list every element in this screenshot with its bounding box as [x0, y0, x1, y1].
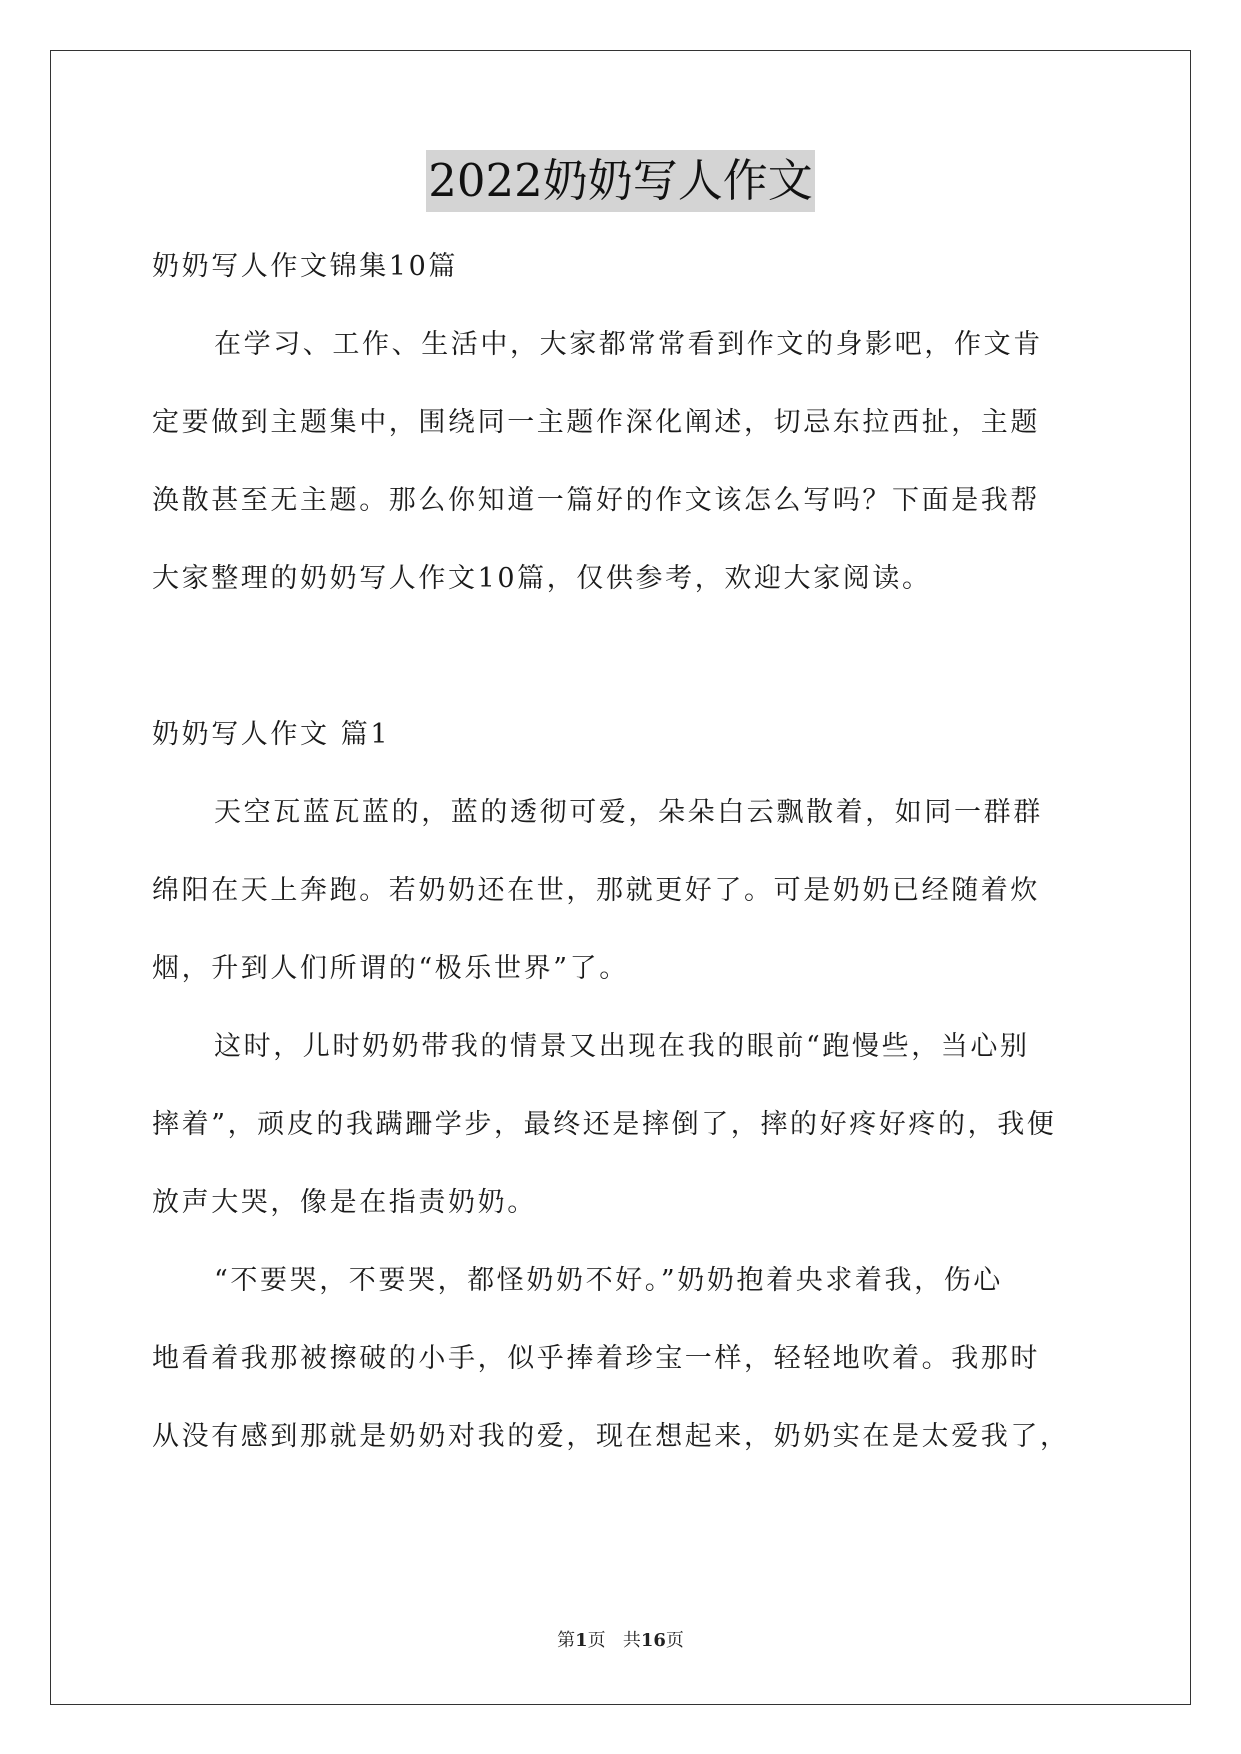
document-title: 2022奶奶写人作文 [426, 150, 815, 212]
intro-line: 在学习、工作、生活中，大家都常常看到作文的身影吧，作文肯 [214, 329, 1043, 360]
intro-line: 大家整理的奶奶写人作文10篇，仅供参考，欢迎大家阅读。 [152, 563, 932, 594]
footer-prefix: 第 [557, 1630, 576, 1651]
paragraph-line: 烟，升到人们所谓的“极乐世界”了。 [152, 953, 629, 984]
paragraph-line: 摔着”，顽皮的我蹒跚学步，最终还是摔倒了，摔的好疼好疼的，我便 [152, 1109, 1057, 1140]
footer-page-suffix: 页 [587, 1630, 606, 1651]
paragraph-line: 绵阳在天上奔跑。若奶奶还在世，那就更好了。可是奶奶已经随着炊 [152, 875, 1040, 906]
intro-line: 涣散甚至无主题。那么你知道一篇好的作文该怎么写吗？下面是我帮 [152, 485, 1040, 516]
paragraph-line: 放声大哭，像是在指责奶奶。 [152, 1187, 537, 1218]
paragraph-line: 从没有感到那就是奶奶对我的爱，现在想起来，奶奶实在是太爱我了， [152, 1421, 1070, 1452]
section-spacer [152, 618, 1097, 696]
total-pages: 16 [640, 1630, 666, 1651]
title-container [0, 150, 1241, 212]
paragraph-line: 天空瓦蓝瓦蓝的，蓝的透彻可爱，朵朵白云飘散着，如同一群群 [214, 797, 1043, 828]
intro-line: 定要做到主题集中，围绕同一主题作深化阐述，切忌东拉西扯，主题 [152, 407, 1040, 438]
document-body [152, 228, 1097, 1476]
document-subtitle: 奶奶写人作文锦集10篇 [152, 251, 458, 282]
page-number: 1 [575, 1630, 588, 1651]
page-footer [0, 1626, 1241, 1652]
footer-total-prefix: 共 [622, 1630, 641, 1651]
section-heading: 奶奶写人作文 篇1 [152, 719, 391, 750]
paragraph-line: 地看着我那被擦破的小手，似乎捧着珍宝一样，轻轻地吹着。我那时 [152, 1343, 1040, 1374]
paragraph-line: “不要哭，不要哭，都怪奶奶不好。”奶奶抱着央求着我，伤心 [214, 1265, 1003, 1296]
paragraph-line: 这时，儿时奶奶带我的情景又出现在我的眼前“跑慢些，当心别 [214, 1031, 1030, 1062]
footer-total-suffix: 页 [665, 1630, 684, 1651]
